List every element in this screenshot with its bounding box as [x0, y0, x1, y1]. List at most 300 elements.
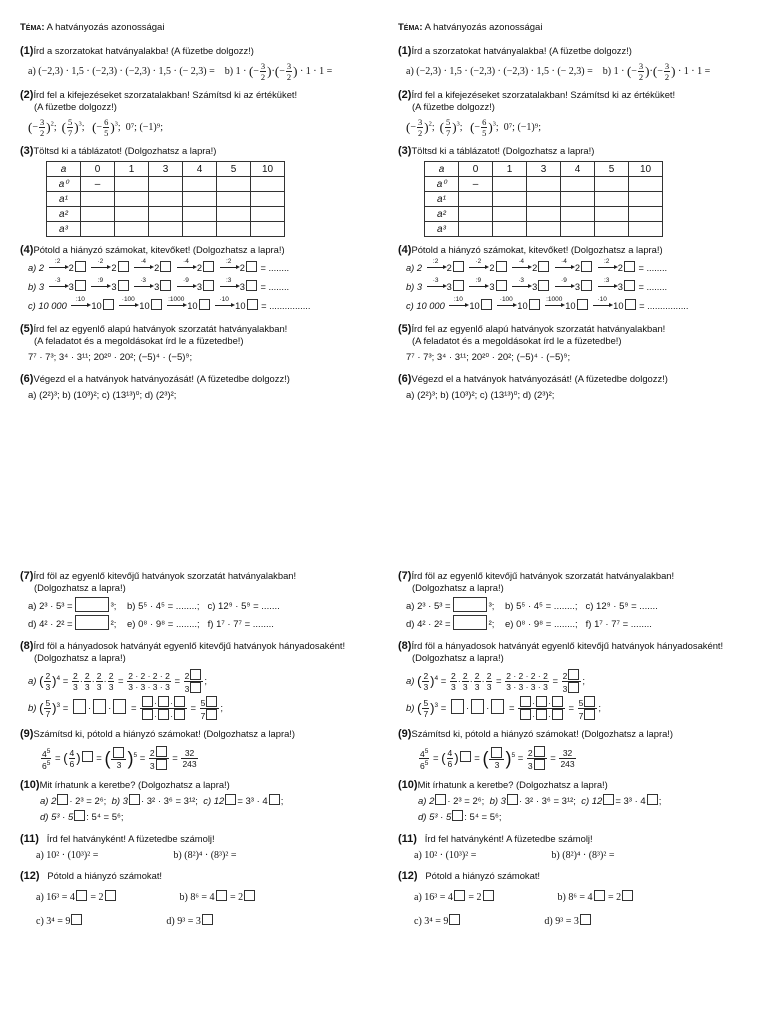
- answer-box[interactable]: [453, 615, 487, 630]
- answer-box[interactable]: [206, 696, 217, 707]
- answer-box[interactable]: [584, 709, 595, 720]
- answer-box[interactable]: [452, 810, 463, 821]
- table-header-cell: 10: [251, 162, 285, 177]
- exercise-3: [20, 145, 392, 237]
- table-cell[interactable]: [629, 207, 663, 222]
- expression-d: d) 5³ · 5: [418, 812, 452, 824]
- expression-d: d) 4² · 2² =: [28, 619, 73, 630]
- exercise-text: Írd a szorzatokat hatványalakba! (A füzetbe dolgozz!): [411, 45, 632, 56]
- table-cell[interactable]: [251, 207, 285, 222]
- expression-a: a) 2³ · 5³ =: [406, 601, 451, 612]
- exercise-text: Pótold a hiányzó számokat, kitevőket! (Dolgozhatsz a lapra!): [411, 244, 663, 255]
- expression-b-rest: = 2: [608, 892, 622, 904]
- exercise-text: Írd föl az egyenlő kitevőjű hatványok szorzatát hatványalakban!: [411, 570, 675, 581]
- table-cell[interactable]: [217, 192, 251, 207]
- result-denominator: 243: [182, 759, 197, 770]
- chain-operator: ·3: [54, 277, 61, 284]
- answer-box[interactable]: [624, 261, 635, 272]
- answer-box[interactable]: [580, 914, 591, 925]
- answer-box[interactable]: [225, 794, 236, 805]
- exercise-number: (10): [398, 779, 418, 792]
- table-cell[interactable]: [251, 222, 285, 237]
- exercise-2: (2)Írd fel a kifejezéseket szorzatalakban! Számítsd ki az értéküket! (A füzetbe dolgozz!) (− $\frac{3}{2}$ )$^2$; ( $\frac{5}{7}$ )$^3$; (− $\frac{6}{5}$ )$^3$; 0⁷; (−1)⁹;: [20, 89, 392, 138]
- answer-box[interactable]: [160, 261, 171, 272]
- answer-box[interactable]: [471, 699, 484, 714]
- table-cell[interactable]: [561, 192, 595, 207]
- topic-label: Téma:: [20, 22, 45, 33]
- exercise-number: (3): [20, 145, 34, 157]
- chain-operator: :10: [75, 296, 85, 303]
- exercise-7: [398, 570, 768, 633]
- answer-box[interactable]: [190, 682, 201, 693]
- exercise-text: Írd fel a kifejezéseket szorzatalakban! Számítsd ki az értéküket!: [33, 89, 298, 100]
- answer-dots: = ........: [260, 282, 290, 292]
- answer-box[interactable]: [216, 890, 227, 901]
- answer-box[interactable]: [624, 280, 635, 291]
- table-cell[interactable]: [251, 177, 285, 192]
- answer-box[interactable]: [244, 890, 255, 901]
- part-label: a): [28, 676, 37, 688]
- answer-box[interactable]: [534, 746, 545, 757]
- answer-box[interactable]: [190, 669, 201, 680]
- chain-start-a: a) 2: [28, 263, 45, 273]
- table-cell[interactable]: [493, 207, 527, 222]
- chain-operator: :1000: [168, 296, 185, 303]
- chain-operator: ·9: [561, 277, 567, 284]
- table-cell[interactable]: [561, 222, 595, 237]
- expression-b-suffix: · 1 · 1 =: [677, 65, 711, 77]
- chain-start-c: c) 10 000: [28, 301, 67, 311]
- table-cell[interactable]: [459, 192, 493, 207]
- table-header-cell: 5: [595, 162, 629, 177]
- exercise-text: Számítsd ki, pótold a hiányzó számokat! (Dolgozhatsz a lapra!): [411, 728, 674, 740]
- exercise-10: (10)Mit írhatunk a keretbe? (Dolgozhatsz a lapra!) a) 2 · 2³ = 2⁶; b) 3 · 3² · 3⁶ = 3¹²; c) 12 = 3³ · 4 ; d) 5³ · 5 : 5⁴ = 5⁶;: [20, 779, 284, 824]
- exercise-number: (1): [20, 45, 34, 57]
- exercise-text: Számítsd ki, pótold a hiányzó számokat! (Dolgozhatsz a lapra!): [33, 728, 296, 740]
- answer-box[interactable]: [71, 914, 82, 925]
- exercise-text: Töltsd ki a táblázatot! (Dolgozhatsz a lapra!): [33, 145, 217, 156]
- exercise-number: (5): [398, 323, 412, 335]
- answer-box[interactable]: [246, 280, 257, 291]
- result-numerator: 32: [181, 748, 197, 759]
- table-row-label: a²: [47, 207, 81, 222]
- expression-e: e) 0⁸ · 9⁸ = ........;: [127, 619, 200, 630]
- answer-box[interactable]: [202, 914, 213, 925]
- exercise-subtext: (A füzetbe dolgozz!): [34, 101, 117, 112]
- answer-box[interactable]: [113, 747, 124, 758]
- answer-box[interactable]: [534, 759, 545, 770]
- exercise-9: (9)Számítsd ki, pótold a hiányzó számokat! (Dolgozhatsz a lapra!) $\frac{4^5}{6^5}$ = ( $\frac{4}{6}$ ) = ( 3 )$^5$ = $\frac{2}{3}$ = $\frac{32}{243}$: [20, 728, 296, 772]
- exercise-text: Írd föl a hányadosok hatványát egyenlő kitevőjű hatványok hányadosaként!: [411, 640, 724, 651]
- chain-operator: ·4: [518, 258, 525, 265]
- answer-box[interactable]: [625, 299, 636, 310]
- table-cell[interactable]: [527, 192, 561, 207]
- exercise-number: (4): [398, 244, 412, 256]
- expression-a: a) 10² · (10³)² =: [414, 850, 477, 862]
- answer-box[interactable]: [75, 615, 109, 630]
- chain-operator: ·3: [140, 277, 147, 284]
- table-header-cell: 4: [561, 162, 595, 177]
- table-row-label: a³: [425, 222, 459, 237]
- answer-box[interactable]: [75, 261, 86, 272]
- table-cell[interactable]: [217, 177, 251, 192]
- chain-operator: :3: [603, 277, 610, 284]
- table-row-label: a⁰: [47, 177, 81, 192]
- answer-box[interactable]: [73, 699, 86, 714]
- answer-dots: = ................: [639, 301, 689, 311]
- answer-box[interactable]: [647, 794, 658, 805]
- expression-a: a) 2: [40, 796, 57, 808]
- exercise-number: (4): [20, 244, 34, 256]
- exercise-number: (12): [398, 870, 418, 883]
- table-header-cell: a: [47, 162, 81, 177]
- chain-operator: ·3: [432, 277, 439, 284]
- topic-label: Téma:: [398, 22, 423, 33]
- power-table: [46, 161, 285, 237]
- expression-line: 7⁷ · 7³; 3⁴ · 3¹¹; 20²⁰ · 20²; (−5)⁴ · (−5)⁹;: [28, 352, 193, 363]
- answer-box[interactable]: [568, 669, 579, 680]
- exercise-number: (11): [20, 833, 39, 846]
- table-cell[interactable]: [115, 192, 149, 207]
- table-cell[interactable]: [81, 222, 115, 237]
- part-label: b): [28, 703, 37, 715]
- table-row-label: a³: [47, 222, 81, 237]
- answer-box[interactable]: [449, 914, 460, 925]
- exercise-text: Végezd el a hatványok hatványozását! (A füzetedbe dolgozz!): [33, 373, 290, 384]
- answer-box[interactable]: [453, 597, 487, 612]
- part-label: a): [406, 676, 415, 688]
- answer-box[interactable]: [57, 794, 68, 805]
- expression-line: a) (2²)³; b) (10³)²; c) (13¹³)⁰; d) (2³)²;: [406, 390, 555, 401]
- exercise-number: (1): [398, 45, 412, 57]
- expression-rest: 0⁷; (−1)⁹;: [125, 121, 164, 133]
- chain-start-c: c) 10 000: [406, 301, 445, 311]
- answer-box[interactable]: [483, 890, 494, 901]
- expression-b-prefix: b) 1 ·: [602, 65, 625, 77]
- answer-box[interactable]: [129, 794, 140, 805]
- exercise-number: (10): [20, 779, 40, 792]
- exercise-subtext: (A feladatot és a megoldásokat írd le a füzetedbe!): [34, 335, 244, 346]
- table-cell[interactable]: [115, 222, 149, 237]
- exercise-text: Írd fel hatványként! A füzetedbe számolj!: [424, 833, 593, 845]
- expression-c-rest: = 3³ · 4: [237, 796, 268, 808]
- answer-box[interactable]: [568, 682, 579, 693]
- exercise-11: [20, 833, 392, 863]
- expression-b: b) (8²)⁴ · (8³)² =: [173, 850, 237, 862]
- exercise-subtext: (Dolgozhatsz a lapra!): [412, 582, 504, 593]
- answer-box[interactable]: [247, 299, 258, 310]
- table-cell[interactable]: [595, 207, 629, 222]
- chain-operator: ·10: [219, 296, 229, 303]
- exercise-number: (8): [20, 640, 34, 652]
- chain-operator: :2: [225, 258, 232, 265]
- topic-line: [20, 22, 392, 33]
- chain-operator: :2: [54, 258, 61, 265]
- answer-box[interactable]: [74, 810, 85, 821]
- expression-c: c) 3⁴ = 9: [414, 916, 449, 928]
- table-row-label: a¹: [425, 192, 459, 207]
- power-table: [424, 161, 663, 237]
- exercise-text: Írd fel a kifejezéseket szorzatalakban! Számítsd ki az értéküket!: [411, 89, 676, 100]
- exercise-text: Írd a szorzatokat hatványalakba! (A füzetbe dolgozz!): [33, 45, 254, 56]
- exercise-number: (2): [398, 89, 412, 101]
- exponent: ³;: [110, 601, 117, 612]
- worksheet-bottom-half: [398, 570, 768, 941]
- expression-b: b) 8⁶ = 4: [557, 892, 593, 904]
- table-cell[interactable]: [149, 207, 183, 222]
- table-cell[interactable]: [493, 177, 527, 192]
- exercise-text: Mit írhatunk a keretbe? (Dolgozhatsz a lapra!): [39, 779, 230, 791]
- expression-d-rest: : 5⁴ = 5⁶;: [464, 812, 502, 824]
- exercise-1: (1)Írd a szorzatokat hatványalakba! (A füzetbe dolgozz!) a) (−2,3) · 1,5 · (−2,3) · (−2,3) · 1,5 · (− 2,3) = b) 1 · (− $\frac{3}{2}$ )·(− $\frac{3}{2}$ ) · 1 · 1 =: [20, 45, 333, 82]
- answer-box[interactable]: [538, 261, 549, 272]
- exercise-number: (7): [20, 570, 34, 582]
- chain-start-a: a) 2: [406, 263, 423, 273]
- table-header-cell: a: [425, 162, 459, 177]
- exercise-number: (3): [398, 145, 412, 157]
- expression-a: a) 10² · (10³)² =: [36, 850, 99, 862]
- chain-operator: ·4: [140, 258, 147, 265]
- exercise-text: Végezd el a hatványok hatványozását! (A füzetedbe dolgozz!): [411, 373, 668, 384]
- exercise-2: (2)Írd fel a kifejezéseket szorzatalakban! Számítsd ki az értéküket! (A füzetbe dolgozz!) (− $\frac{3}{2}$ )$^2$; ( $\frac{5}{7}$ )$^3$; (− $\frac{6}{5}$ )$^3$; 0⁷; (−1)⁹;: [398, 89, 768, 138]
- exercise-subtext: (A füzetbe dolgozz!): [412, 101, 495, 112]
- table-cell-dash: –: [81, 177, 115, 192]
- table-cell[interactable]: [459, 207, 493, 222]
- chain-start-b: b) 3: [406, 282, 423, 292]
- exercise-8: (8)Írd föl a hányadosok hatványát egyenlő kitevőjű hatványok hányadosaként! (Dolgozhatsz a lapra!) a) ( $\frac{2}{3}$ )$^4$ = $\frac{2}{3}$ · $\frac{2}{3}$ · $\frac{2}{3}$ · $\frac{2}{3}$ = $\frac{2 \cdot 2 \cdot 2 \cdot 2}{3 \cdot 3 \cdot 3 \cdot 3}$ = $\frac{2}{3}$ ; b) ( $\frac{5}{7}$ )$^3$ = · · = $\frac{\cdot \cdot}{\cdot \cdot}$ = $\frac{5}{7}$ ;: [20, 640, 392, 721]
- exercise-3: [398, 145, 768, 237]
- table-cell[interactable]: [561, 207, 595, 222]
- expression-b: b) (8²)⁴ · (8³)² =: [551, 850, 615, 862]
- exercise-text: Töltsd ki a táblázatot! (Dolgozhatsz a lapra!): [411, 145, 595, 156]
- exercise-subtext: (Dolgozhatsz a lapra!): [412, 652, 504, 663]
- expression-b: b) 3: [489, 796, 506, 808]
- table-cell[interactable]: [629, 192, 663, 207]
- answer-box[interactable]: [507, 794, 518, 805]
- worksheet-top-half: [398, 22, 768, 411]
- exercise-11: [398, 833, 768, 863]
- table-row-label: a¹: [47, 192, 81, 207]
- answer-box[interactable]: [113, 699, 126, 714]
- expression-a: a) 16³ = 4: [36, 892, 75, 904]
- chain-start-b: b) 3: [28, 282, 45, 292]
- expression-a: a) (−2,3) · 1,5 · (−2,3) · (−2,3) · 1,5 · (− 2,3) =: [28, 65, 215, 77]
- expression-rest: 0⁷; (−1)⁹;: [503, 121, 542, 133]
- expression-c: c) 12⁹ · 5⁹ = .......: [585, 601, 658, 612]
- table-cell[interactable]: [183, 192, 217, 207]
- table-cell[interactable]: [149, 192, 183, 207]
- exercise-text: Írd fel az egyenlő alapú hatványok szorzatát hatványalakban!: [33, 323, 288, 334]
- table-cell[interactable]: [251, 192, 285, 207]
- topic-line: [398, 22, 768, 33]
- exercise-12: [398, 870, 768, 934]
- table-cell[interactable]: [527, 177, 561, 192]
- answer-box[interactable]: [496, 261, 507, 272]
- chain-operator: :1000: [546, 296, 563, 303]
- exercise-number: (9): [20, 728, 34, 741]
- worksheet-right: [398, 0, 768, 1024]
- exercise-number: (12): [20, 870, 40, 883]
- answer-box[interactable]: [451, 699, 464, 714]
- answer-box[interactable]: [206, 709, 217, 720]
- answer-box[interactable]: [246, 261, 257, 272]
- table-cell[interactable]: [183, 207, 217, 222]
- topic-title: A hatványozás azonosságai: [424, 22, 543, 33]
- table-cell[interactable]: [149, 177, 183, 192]
- table-cell[interactable]: [561, 177, 595, 192]
- exercise-6: [398, 373, 768, 404]
- exercise-10: (10)Mit írhatunk a keretbe? (Dolgozhatsz a lapra!) a) 2 · 2³ = 2⁶; b) 3 · 3² · 3⁶ = 3¹²; c) 12 = 3³ · 4 ; d) 5³ · 5 : 5⁴ = 5⁶;: [398, 779, 662, 824]
- exercise-9: (9)Számítsd ki, pótold a hiányzó számokat! (Dolgozhatsz a lapra!) $\frac{4^5}{6^5}$ = ( $\frac{4}{6}$ ) = ( 3 )$^5$ = $\frac{2}{3}$ = $\frac{32}{243}$: [398, 728, 674, 772]
- table-cell[interactable]: [217, 207, 251, 222]
- answer-dots: = ........: [260, 263, 290, 273]
- answer-box[interactable]: [156, 746, 167, 757]
- answer-box[interactable]: [453, 261, 464, 272]
- chain-operator: :9: [475, 277, 482, 284]
- table-cell[interactable]: [81, 207, 115, 222]
- exercise-text: Írd fel az egyenlő alapú hatványok szorzatát hatványalakban!: [411, 323, 666, 334]
- expression-d: d) 4² · 2² =: [406, 619, 451, 630]
- answer-box[interactable]: [584, 696, 595, 707]
- answer-box[interactable]: [199, 299, 210, 310]
- answer-box[interactable]: [151, 299, 162, 310]
- table-cell[interactable]: [81, 192, 115, 207]
- chain-operator: ·4: [183, 258, 189, 265]
- answer-box[interactable]: [118, 261, 129, 272]
- exercise-text: Pótold a hiányzó számokat!: [47, 870, 163, 882]
- table-cell[interactable]: [527, 207, 561, 222]
- exercise-text: Mit írhatunk a keretbe? (Dolgozhatsz a lapra!): [417, 779, 608, 791]
- exercise-5: [398, 323, 768, 366]
- answer-box[interactable]: [435, 794, 446, 805]
- table-cell[interactable]: [115, 207, 149, 222]
- chain-operator: ·2: [97, 258, 104, 265]
- exponent: ²;: [488, 619, 495, 630]
- answer-box[interactable]: [103, 299, 114, 310]
- exercise-number: (8): [398, 640, 412, 652]
- exercise-subtext: (Dolgozhatsz a lapra!): [34, 582, 126, 593]
- expression-f: f) 1⁷ · 7⁷ = ........: [207, 619, 274, 630]
- table-header-cell: 0: [81, 162, 115, 177]
- answer-box[interactable]: [454, 890, 465, 901]
- table-cell[interactable]: [217, 222, 251, 237]
- answer-box[interactable]: [481, 299, 492, 310]
- table-cell[interactable]: [493, 222, 527, 237]
- table-cell[interactable]: [595, 177, 629, 192]
- answer-dots: = ........: [638, 282, 668, 292]
- worksheet-bottom-half: [20, 570, 392, 941]
- chain-operator: :2: [603, 258, 610, 265]
- table-cell[interactable]: [595, 222, 629, 237]
- expression-a-rest: = 2: [468, 892, 482, 904]
- exercise-number: (2): [20, 89, 34, 101]
- exercise-12: [20, 870, 392, 934]
- expression-b: b) 8⁶ = 4: [179, 892, 215, 904]
- result-denominator: 243: [560, 759, 575, 770]
- answer-box[interactable]: [75, 597, 109, 612]
- exercise-7: [20, 570, 392, 633]
- expression-b-suffix: · 1 · 1 =: [299, 65, 333, 77]
- answer-box[interactable]: [105, 890, 116, 901]
- result-numerator: 32: [559, 748, 575, 759]
- exercise-number: (5): [20, 323, 34, 335]
- table-cell[interactable]: [629, 222, 663, 237]
- exercise-8: (8)Írd föl a hányadosok hatványát egyenlő kitevőjű hatványok hányadosaként! (Dolgozhatsz a lapra!) a) ( $\frac{2}{3}$ )$^4$ = $\frac{2}{3}$ · $\frac{2}{3}$ · $\frac{2}{3}$ · $\frac{2}{3}$ = $\frac{2 \cdot 2 \cdot 2 \cdot 2}{3 \cdot 3 \cdot 3 \cdot 3}$ = $\frac{2}{3}$ ; b) ( $\frac{5}{7}$ )$^3$ = · · = $\frac{\cdot \cdot}{\cdot \cdot}$ = $\frac{5}{7}$ ;: [398, 640, 768, 721]
- answer-box[interactable]: [93, 699, 106, 714]
- table-cell[interactable]: [459, 222, 493, 237]
- table-cell[interactable]: [629, 177, 663, 192]
- table-header-cell: 10: [629, 162, 663, 177]
- table-cell[interactable]: [493, 192, 527, 207]
- exercise-number: (6): [398, 373, 412, 385]
- chain-operator: ·100: [121, 296, 135, 303]
- answer-box[interactable]: [622, 890, 633, 901]
- expression-b-rest: = 2: [230, 892, 244, 904]
- table-header-cell: 5: [217, 162, 251, 177]
- table-cell[interactable]: [527, 222, 561, 237]
- exercise-text: Írd föl az egyenlő kitevőjű hatványok szorzatát hatványalakban!: [33, 570, 297, 581]
- answer-box[interactable]: [491, 699, 504, 714]
- exercise-number: (11): [398, 833, 417, 846]
- answer-box[interactable]: [577, 299, 588, 310]
- table-cell[interactable]: [183, 177, 217, 192]
- table-row-label: a²: [425, 207, 459, 222]
- answer-box[interactable]: [76, 890, 87, 901]
- table-row-label: a⁰: [425, 177, 459, 192]
- answer-box[interactable]: [82, 751, 93, 762]
- expression-line: a) (2²)³; b) (10³)²; c) (13¹³)⁰; d) (2³)²;: [28, 390, 177, 401]
- table-cell-dash: –: [459, 177, 493, 192]
- chain-operator: :2: [432, 258, 439, 265]
- answer-box[interactable]: [203, 261, 214, 272]
- exercise-text: Pótold a hiányzó számokat, kitevőket! (Dolgozhatsz a lapra!): [33, 244, 285, 255]
- table-cell[interactable]: [183, 222, 217, 237]
- expression-c: c) 3⁴ = 9: [36, 916, 71, 928]
- chain-operator: ·9: [183, 277, 189, 284]
- chain-operator: :10: [453, 296, 463, 303]
- exercise-number: (7): [398, 570, 412, 582]
- answer-box[interactable]: [594, 890, 605, 901]
- chain-operator: ·3: [518, 277, 525, 284]
- exercise-4: (4)Pótold a hiányzó számokat, kitevőket! (Dolgozhatsz a lapra!) a) 2 :2 2 ·2 2 ·4 2 ·4 2 :2 2 = ........ b) 3 ·3 3 :9 3 ·3 3 ·9 3 :3 3 = ........ c) 10 000 :10 10 ·100 10 :1000 10 ·10 10 = ................: [20, 244, 311, 311]
- answer-dots: = ........: [638, 263, 668, 273]
- exercise-text: Pótold a hiányzó számokat!: [425, 870, 541, 882]
- chain-operator: ·10: [597, 296, 607, 303]
- exercise-number: (6): [20, 373, 34, 385]
- table-cell[interactable]: [149, 222, 183, 237]
- exercise-1: (1)Írd a szorzatokat hatványalakba! (A füzetbe dolgozz!) a) (−2,3) · 1,5 · (−2,3) · (−2,3) · 1,5 · (− 2,3) = b) 1 · (− $\frac{3}{2}$ )·(− $\frac{3}{2}$ ) · 1 · 1 =: [398, 45, 711, 82]
- answer-box[interactable]: [460, 751, 471, 762]
- expression-a: a) 16³ = 4: [414, 892, 453, 904]
- answer-box[interactable]: [603, 794, 614, 805]
- answer-box[interactable]: [491, 747, 502, 758]
- answer-box[interactable]: [581, 261, 592, 272]
- chain-operator: ·4: [561, 258, 567, 265]
- answer-box[interactable]: [269, 794, 280, 805]
- table-cell[interactable]: [115, 177, 149, 192]
- exercise-text: Írd föl a hányadosok hatványát egyenlő kitevőjű hatványok hányadosaként!: [33, 640, 346, 651]
- exercise-subtext: (A feladatot és a megoldásokat írd le a füzetedbe!): [412, 335, 622, 346]
- table-header-cell: 3: [527, 162, 561, 177]
- table-header-cell: 3: [149, 162, 183, 177]
- chain-operator: :9: [97, 277, 104, 284]
- table-cell[interactable]: [595, 192, 629, 207]
- answer-box[interactable]: [156, 759, 167, 770]
- answer-box[interactable]: [529, 299, 540, 310]
- worksheet-left: [20, 0, 392, 1024]
- expression-b-prefix: b) 1 ·: [224, 65, 247, 77]
- part-label: b): [406, 703, 415, 715]
